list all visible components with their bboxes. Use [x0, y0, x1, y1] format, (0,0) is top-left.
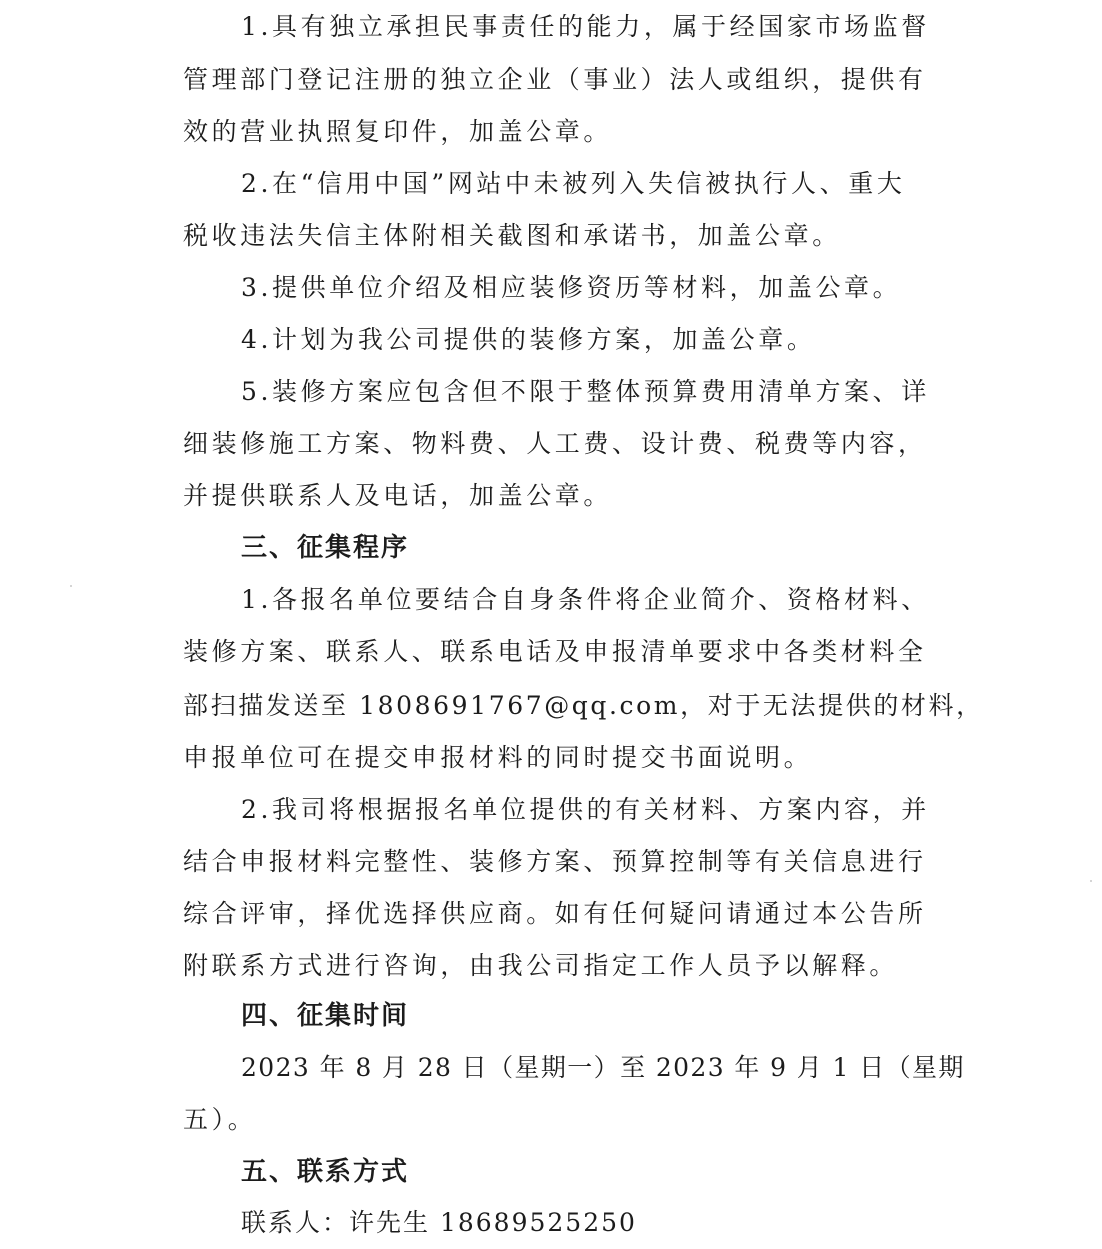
s3-item-2-line-3: 综合评审，择优选择供应商。如有任何疑问请通过本公告所	[183, 899, 927, 928]
s3-item-1-line-4: 申报单位可在提交申报材料的同时提交书面说明。	[183, 743, 813, 772]
item-1-line-2: 管理部门登记注册的独立企业（事业）法人或组织，提供有	[183, 65, 927, 94]
item-1-line-3: 效的营业执照复印件，加盖公章。	[183, 117, 613, 146]
section-four-heading: 四、征集时间	[241, 1001, 410, 1031]
item-2-line-1: 2.在“信用中国”网站中未被列入失信被执行人、重大	[241, 169, 906, 198]
item-5-line-3: 并提供联系人及电话，加盖公章。	[183, 481, 613, 510]
collection-period-line-2: 五）。	[183, 1105, 257, 1134]
item-5-line-1: 5.装修方案应包含但不限于整体预算费用清单方案、详	[241, 377, 930, 406]
scan-speck	[1090, 880, 1092, 882]
contact-person-line: 联系人：许先生 18689525250	[241, 1208, 637, 1237]
s3-item-2-line-2: 结合申报材料完整性、装修方案、预算控制等有关信息进行	[183, 847, 927, 876]
section-three-heading: 三、征集程序	[241, 533, 410, 563]
collection-period-line-1: 2023 年 8 月 28 日（星期一）至 2023 年 9 月 1 日（星期	[241, 1053, 965, 1082]
item-4-line-1: 4.计划为我公司提供的装修方案，加盖公章。	[241, 325, 816, 354]
s3-item-1-line-3: 部扫描发送至 1808691767@qq.com，对于无法提供的材料，	[183, 691, 984, 720]
scan-speck	[70, 585, 72, 587]
s3-item-2-line-1: 2.我司将根据报名单位提供的有关材料、方案内容，并	[241, 795, 930, 824]
section-five-heading: 五、联系方式	[241, 1157, 410, 1187]
s3-item-1-line-2: 装修方案、联系人、联系电话及申报清单要求中各类材料全	[183, 637, 927, 666]
item-1-line-1: 1.具有独立承担民事责任的能力，属于经国家市场监督	[241, 12, 930, 41]
item-5-line-2: 细装修施工方案、物料费、人工费、设计费、税费等内容，	[183, 429, 927, 458]
s3-item-2-line-4: 附联系方式进行咨询，由我公司指定工作人员予以解释。	[183, 951, 899, 980]
s3-item-1-line-1: 1.各报名单位要结合自身条件将企业简介、资格材料、	[241, 585, 930, 614]
item-3-line-1: 3.提供单位介绍及相应装修资历等材料，加盖公章。	[241, 273, 902, 302]
item-2-line-2: 税收违法失信主体附相关截图和承诺书，加盖公章。	[183, 221, 841, 250]
